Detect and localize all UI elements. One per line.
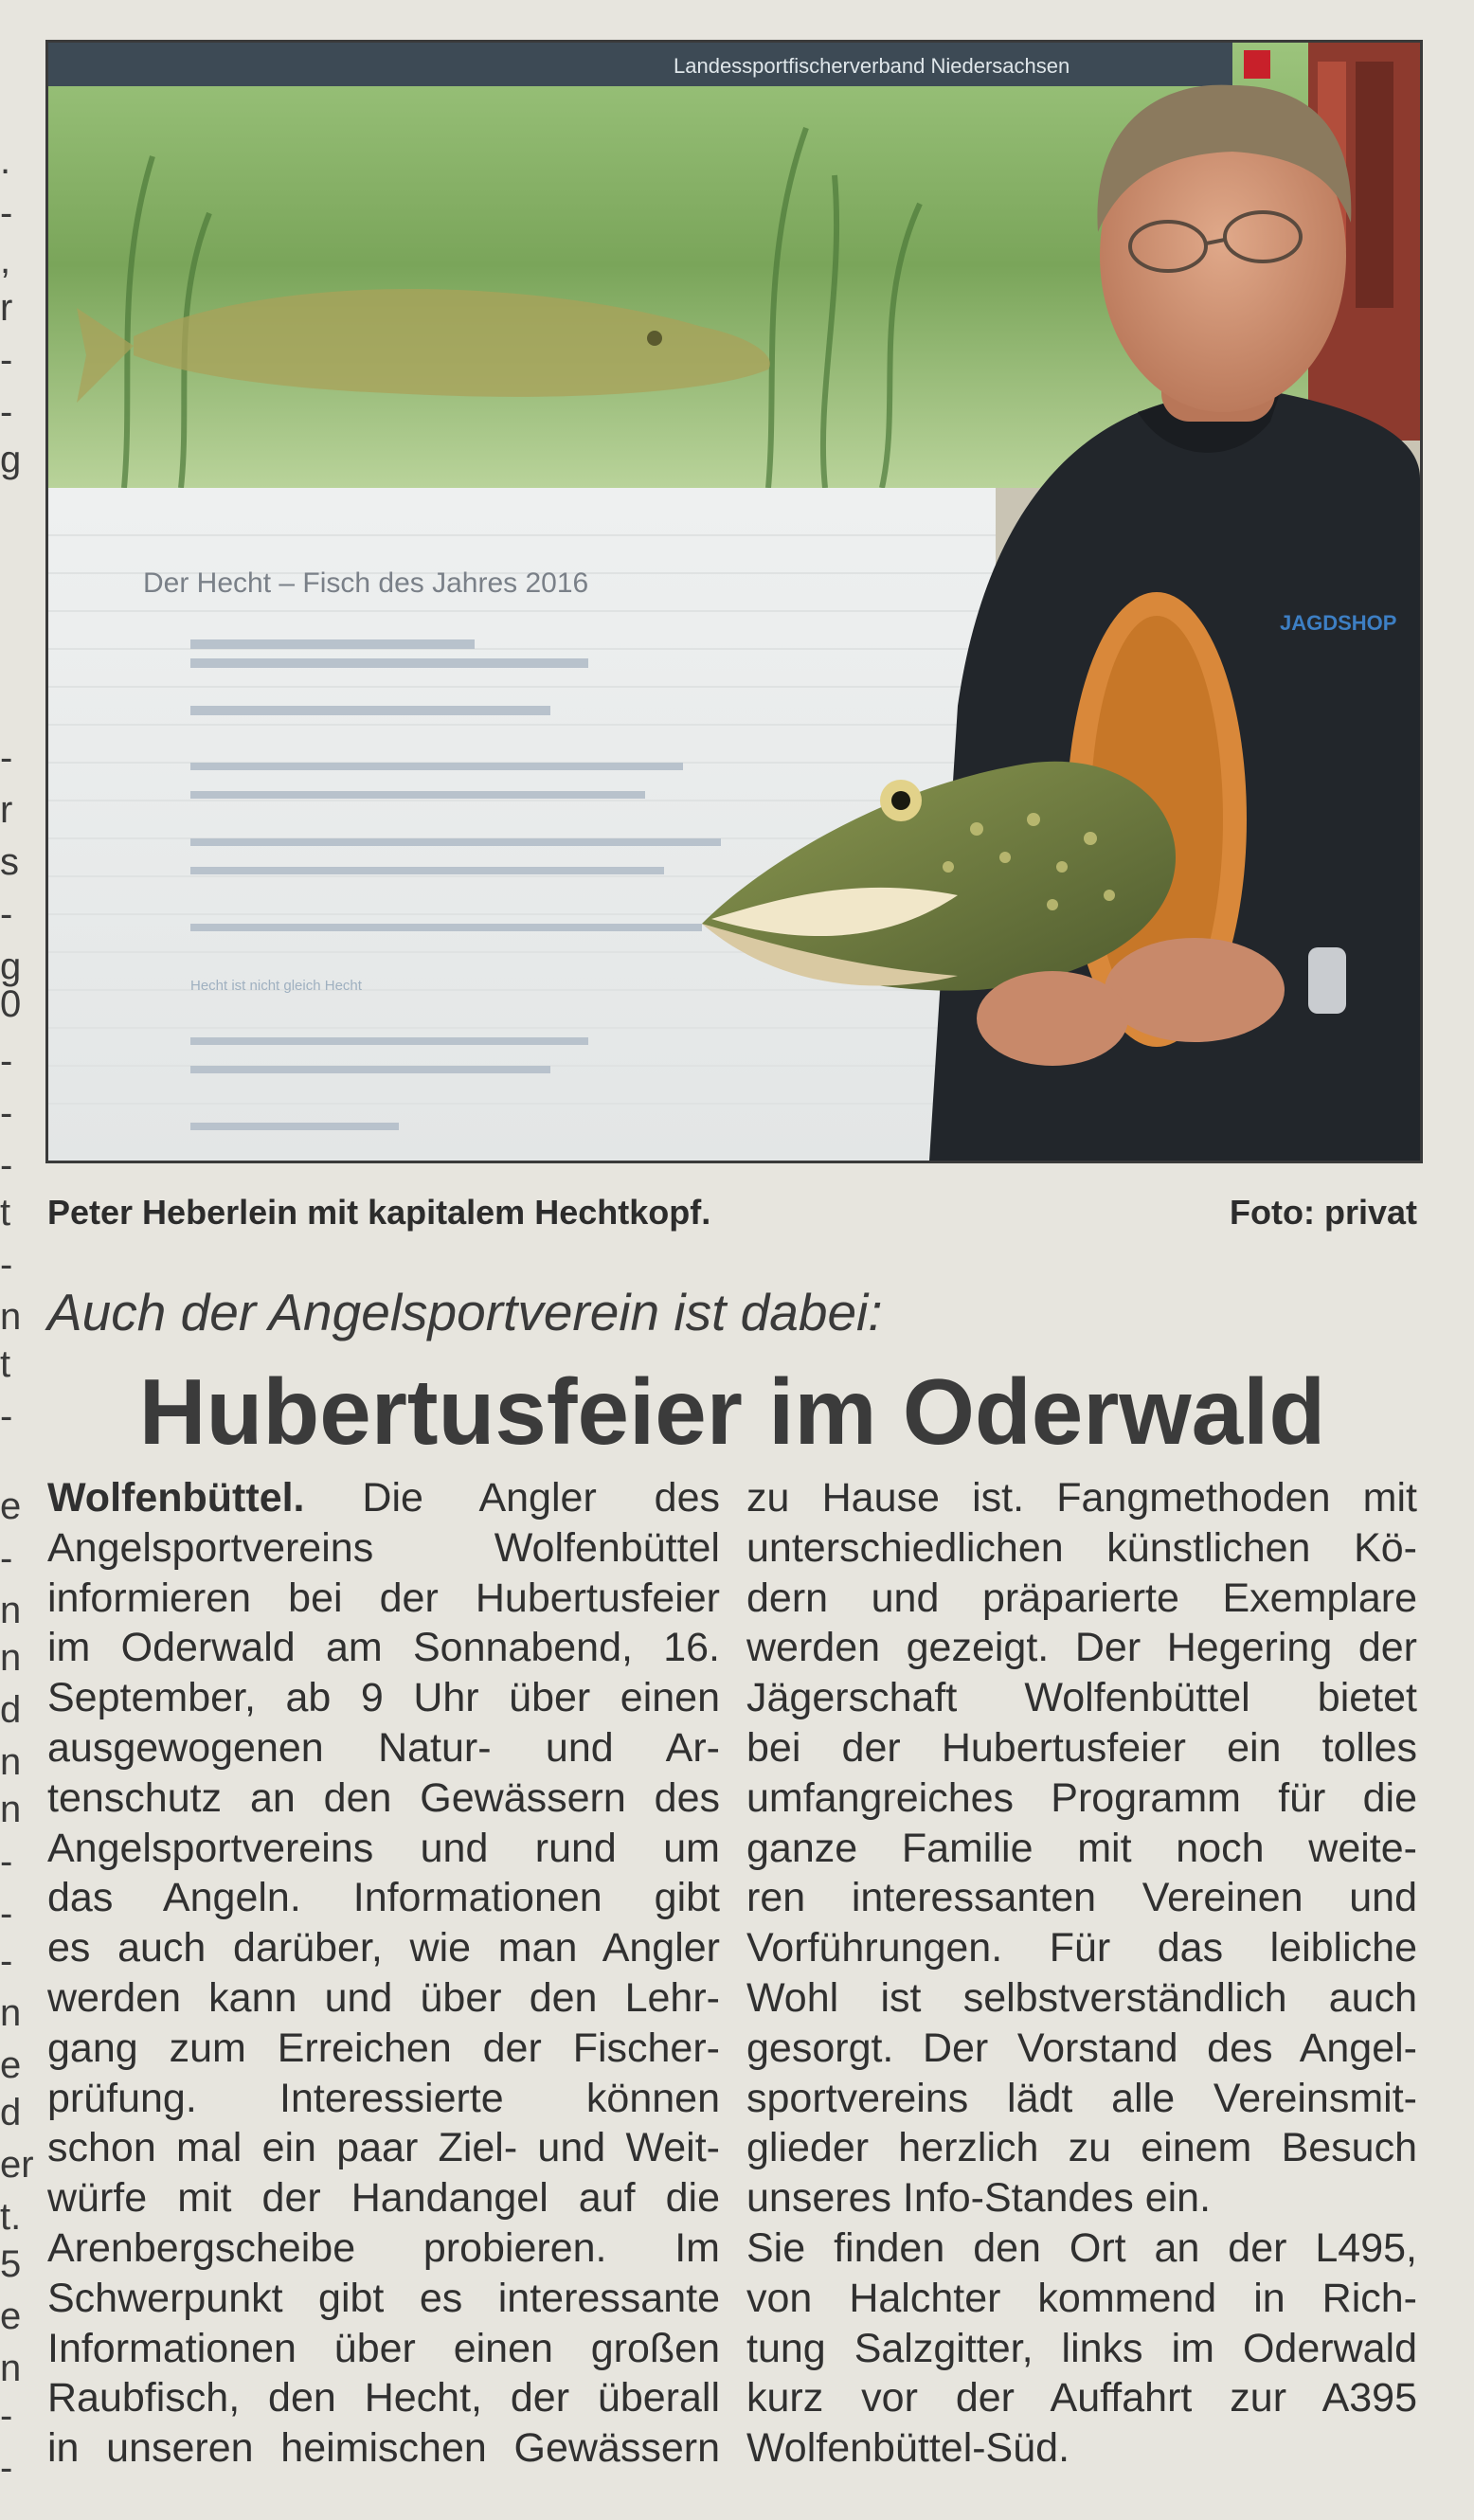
article-line: Sie finden den Ort an der L495,: [746, 2224, 1417, 2271]
photo-credit: Foto: privat: [1230, 1193, 1417, 1232]
margin-fragment: d: [0, 1689, 22, 1731]
neighbour-column-fragments: [0, 0, 32, 2520]
article-line: zu Hause ist. Fangmethoden mit: [746, 1475, 1417, 1521]
margin-fragment: -: [0, 1040, 13, 1082]
article-line: September, ab 9 Uhr über einen: [47, 1675, 720, 1721]
article-line: es auch darüber, wie man Angler: [47, 1925, 720, 1971]
article-line: [47, 1473, 720, 1523]
article-line: Wolfenbüttel-Süd.: [746, 2425, 1070, 2472]
margin-fragment: -: [0, 1144, 13, 1186]
margin-fragment: n: [0, 1590, 22, 1631]
caption-text: Peter Heberlein mit kapitalem Hechtkopf.: [47, 1193, 711, 1232]
margin-fragment: -: [0, 893, 13, 935]
article-line: gesorgt. Der Vorstand des Angel-: [746, 2025, 1417, 2071]
article-line: gang zum Erreichen der Fischer-: [47, 2025, 720, 2071]
article-line: unseres Info-Standes ein.: [746, 2175, 1212, 2222]
margin-fragment: -: [0, 1893, 13, 1935]
margin-fragment: r: [0, 287, 13, 329]
article-line: schon mal ein paar Ziel- und Weit-: [47, 2125, 720, 2171]
article-line: tenschutz an den Gewässern des: [47, 1774, 720, 1821]
person-hand: [1105, 938, 1285, 1042]
margin-fragment: .: [0, 140, 11, 182]
margin-fragment: n: [0, 1741, 22, 1783]
article-line: glieder herzlich zu einem Besuch: [746, 2125, 1417, 2171]
margin-fragment: t.: [0, 2196, 22, 2238]
article-line: kurz vor der Auffahrt zur A395: [746, 2375, 1417, 2421]
article-column-1: [47, 1473, 720, 2474]
margin-fragment: e: [0, 2044, 22, 2086]
margin-fragment: g: [0, 945, 22, 987]
article-line-text: Die Angler des: [304, 1475, 720, 1521]
article-line: unterschiedlichen künstlichen Kö-: [746, 1524, 1417, 1571]
margin-fragment: -: [0, 1538, 13, 1579]
poster-subheading: Hecht ist nicht gleich Hecht: [190, 978, 362, 994]
margin-fragment: n: [0, 1296, 22, 1338]
article-line: Schwerpunkt gibt es interessante: [47, 2275, 720, 2321]
shirt-logo: JAGDSHOP: [1280, 611, 1397, 635]
article-line: das Angeln. Informationen gibt: [47, 1875, 720, 1921]
article-photo: [45, 40, 1423, 1163]
margin-fragment: -: [0, 339, 13, 381]
article-line: werden gezeigt. Der Hegering der: [746, 1625, 1417, 1671]
photo-caption: [47, 1189, 1417, 1236]
margin-fragment: -: [0, 2395, 13, 2437]
article-column-2: [746, 1473, 1417, 2474]
headline: Hubertusfeier im Oderwald: [138, 1359, 1326, 1464]
poster-title: Der Hecht – Fisch des Jahres 2016: [143, 567, 589, 599]
article-line: sportvereins lädt alle Vereinsmit-: [746, 2075, 1417, 2121]
article-line: Informationen über einen großen: [47, 2325, 720, 2371]
margin-fragment: er: [0, 2144, 34, 2186]
margin-fragment: t: [0, 1192, 11, 1233]
margin-fragment: s: [0, 841, 19, 883]
banner-text: Landessportfischerverband Niedersachsen: [674, 54, 1070, 78]
watch-icon: [1308, 947, 1346, 1014]
article-line: Angelsportvereins und rund um: [47, 1825, 720, 1871]
article-line: informieren bei der Hubertusfeier: [47, 1575, 720, 1621]
margin-fragment: t: [0, 1343, 11, 1385]
margin-fragment: e: [0, 1485, 22, 1527]
article-line: in unseren heimischen Gewässern: [47, 2425, 720, 2472]
margin-fragment: -: [0, 737, 13, 779]
article-line: Jägerschaft Wolfenbüttel bietet: [746, 1675, 1417, 1721]
margin-fragment: r: [0, 789, 13, 831]
article-line: ren interessanten Vereinen und: [746, 1875, 1417, 1921]
article-line: Arenbergscheibe probieren. Im: [47, 2224, 720, 2271]
article-line: von Halchter kommend in Rich-: [746, 2275, 1417, 2321]
logo-icon: [1244, 50, 1270, 79]
margin-fragment: -: [0, 391, 13, 433]
margin-fragment: 0: [0, 983, 22, 1025]
article-line: ganze Familie mit noch weite-: [746, 1825, 1417, 1871]
margin-fragment: -: [0, 2447, 13, 2489]
margin-fragment: ,: [0, 240, 11, 281]
article-line: prüfung. Interessierte können: [47, 2075, 720, 2121]
margin-fragment: n: [0, 2348, 22, 2389]
article-line: Wohl ist selbstverständlich auch: [746, 1974, 1417, 2021]
margin-fragment: n: [0, 1789, 22, 1830]
article-line: dern und präparierte Exemplare: [746, 1575, 1417, 1621]
margin-fragment: n: [0, 1992, 22, 2034]
margin-fragment: n: [0, 1637, 22, 1679]
article-line: Raubfisch, den Hecht, der überall: [47, 2375, 720, 2421]
article-line: umfangreiches Programm für die: [746, 1774, 1417, 1821]
margin-fragment: -: [0, 1940, 13, 1982]
margin-fragment: -: [0, 192, 13, 234]
article-line: ausgewogenen Natur- und Ar-: [47, 1724, 720, 1771]
article-line: Angelsportvereins Wolfenbüttel: [47, 1524, 720, 1571]
kicker-line: Auch der Angelsportverein ist dabei:: [47, 1283, 883, 1341]
margin-fragment: e: [0, 2295, 22, 2337]
margin-fragment: 5: [0, 2243, 22, 2285]
article-line: Vorführungen. Für das leibliche: [746, 1925, 1417, 1971]
article-line: würfe mit der Handangel auf die: [47, 2175, 720, 2222]
article-line: im Oderwald am Sonnabend, 16.: [47, 1625, 720, 1671]
margin-fragment: -: [0, 1244, 13, 1286]
margin-fragment: -: [0, 1395, 13, 1437]
margin-fragment: -: [0, 1841, 13, 1882]
article-line: werden kann und über den Lehr-: [47, 1974, 720, 2021]
dateline: Wolfenbüttel.: [47, 1475, 305, 1521]
margin-fragment: -: [0, 1092, 13, 1134]
article-line: tung Salzgitter, links im Oderwald: [746, 2325, 1417, 2371]
margin-fragment: d: [0, 2092, 22, 2133]
margin-fragment: g: [0, 439, 22, 480]
article-line: bei der Hubertusfeier ein tolles: [746, 1724, 1417, 1771]
